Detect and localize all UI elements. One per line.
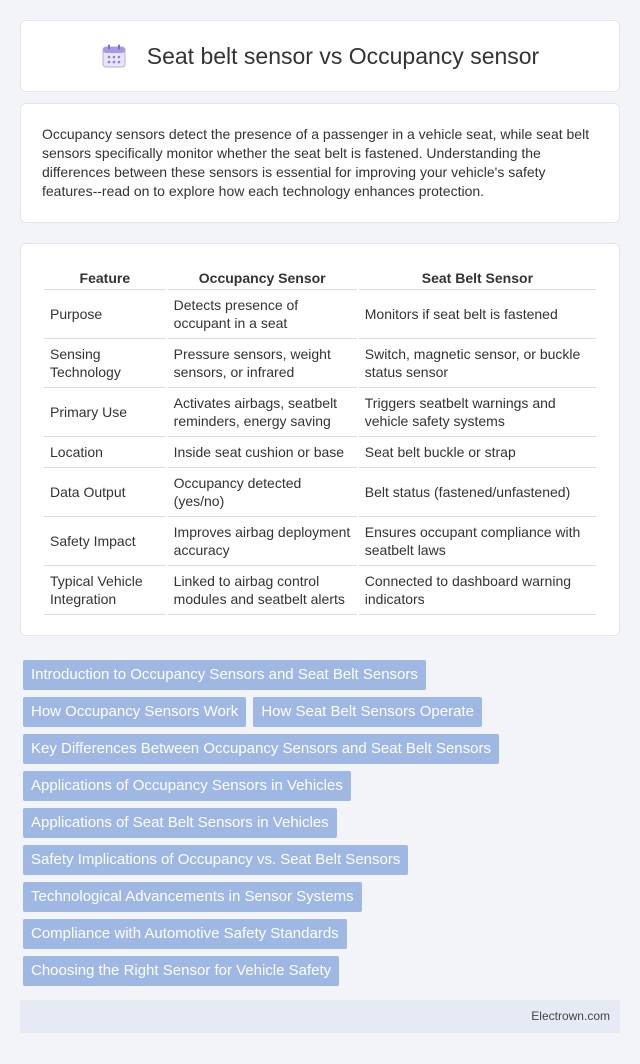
footer <box>20 1000 620 1033</box>
table-header: Seat Belt Sensor <box>359 264 596 290</box>
topic-link[interactable]: Compliance with Automotive Safety Standards <box>23 919 347 949</box>
table-cell: Activates airbags, seatbelt reminders, energy saving <box>168 388 357 437</box>
table-row <box>44 290 596 339</box>
table-cell: Monitors if seat belt is fastened <box>359 290 596 339</box>
table-cell: Connected to dashboard warning indicators <box>359 566 596 615</box>
topic-link[interactable]: Safety Implications of Occupancy vs. Seat Belt Sensors <box>23 845 408 875</box>
topic-link[interactable]: How Seat Belt Sensors Operate <box>253 697 482 727</box>
comparison-table <box>42 264 598 615</box>
topic-links <box>23 660 623 993</box>
table-cell: Purpose <box>44 290 166 339</box>
table-cell: Safety Impact <box>44 517 166 566</box>
table-cell: Pressure sensors, weight sensors, or infrared <box>168 339 357 388</box>
topic-link[interactable]: Introduction to Occupancy Sensors and Seat Belt Sensors <box>23 660 426 690</box>
topic-link[interactable]: Choosing the Right Sensor for Vehicle Safety <box>23 956 339 986</box>
title-card <box>20 20 620 92</box>
footer-brand: Electrown.com <box>531 1009 610 1023</box>
table-cell: Primary Use <box>44 388 166 437</box>
table-row <box>44 388 596 437</box>
table-cell: Triggers seatbelt warnings and vehicle safety systems <box>359 388 596 437</box>
table-cell: Seat belt buckle or strap <box>359 437 596 468</box>
table-cell: Improves airbag deployment accuracy <box>168 517 357 566</box>
table-header: Occupancy Sensor <box>168 264 357 290</box>
table-row <box>44 339 596 388</box>
topic-link[interactable]: Key Differences Between Occupancy Sensors and Seat Belt Sensors <box>23 734 499 764</box>
table-row <box>44 468 596 517</box>
table-cell: Typical Vehicle Integration <box>44 566 166 615</box>
topic-link[interactable]: How Occupancy Sensors Work <box>23 697 246 727</box>
table-cell: Ensures occupant compliance with seatbelt laws <box>359 517 596 566</box>
table-cell: Sensing Technology <box>44 339 166 388</box>
table-row <box>44 566 596 615</box>
table-cell: Inside seat cushion or base <box>168 437 357 468</box>
table-row <box>44 517 596 566</box>
table-cell: Data Output <box>44 468 166 517</box>
table-cell: Linked to airbag control modules and seatbelt alerts <box>168 566 357 615</box>
page-title: Seat belt sensor vs Occupancy sensor <box>146 42 540 69</box>
table-header: Feature <box>44 264 166 290</box>
table-cell: Switch, magnetic sensor, or buckle status sensor <box>359 339 596 388</box>
topic-link[interactable]: Applications of Seat Belt Sensors in Vehicles <box>23 808 337 838</box>
table-row <box>44 437 596 468</box>
intro-card <box>20 103 620 223</box>
table-cell: Detects presence of occupant in a seat <box>168 290 357 339</box>
table-cell: Belt status (fastened/unfastened) <box>359 468 596 517</box>
table-header-row <box>44 264 596 290</box>
comparison-table-card <box>20 243 620 636</box>
table-cell: Location <box>44 437 166 468</box>
topic-link[interactable]: Technological Advancements in Sensor Systems <box>23 882 362 912</box>
calendar-icon <box>101 43 127 69</box>
table-cell: Occupancy detected (yes/no) <box>168 468 357 517</box>
intro-text: Occupancy sensors detect the presence of a passenger in a vehicle seat, while seat belt sensors specifically monitor whether the seat belt is fastened. Understanding the differences between these sensors is essential for improving your vehicle's safety features--read on to explore how each technology enhances protection. <box>42 126 590 199</box>
topic-link[interactable]: Applications of Occupancy Sensors in Vehicles <box>23 771 351 801</box>
